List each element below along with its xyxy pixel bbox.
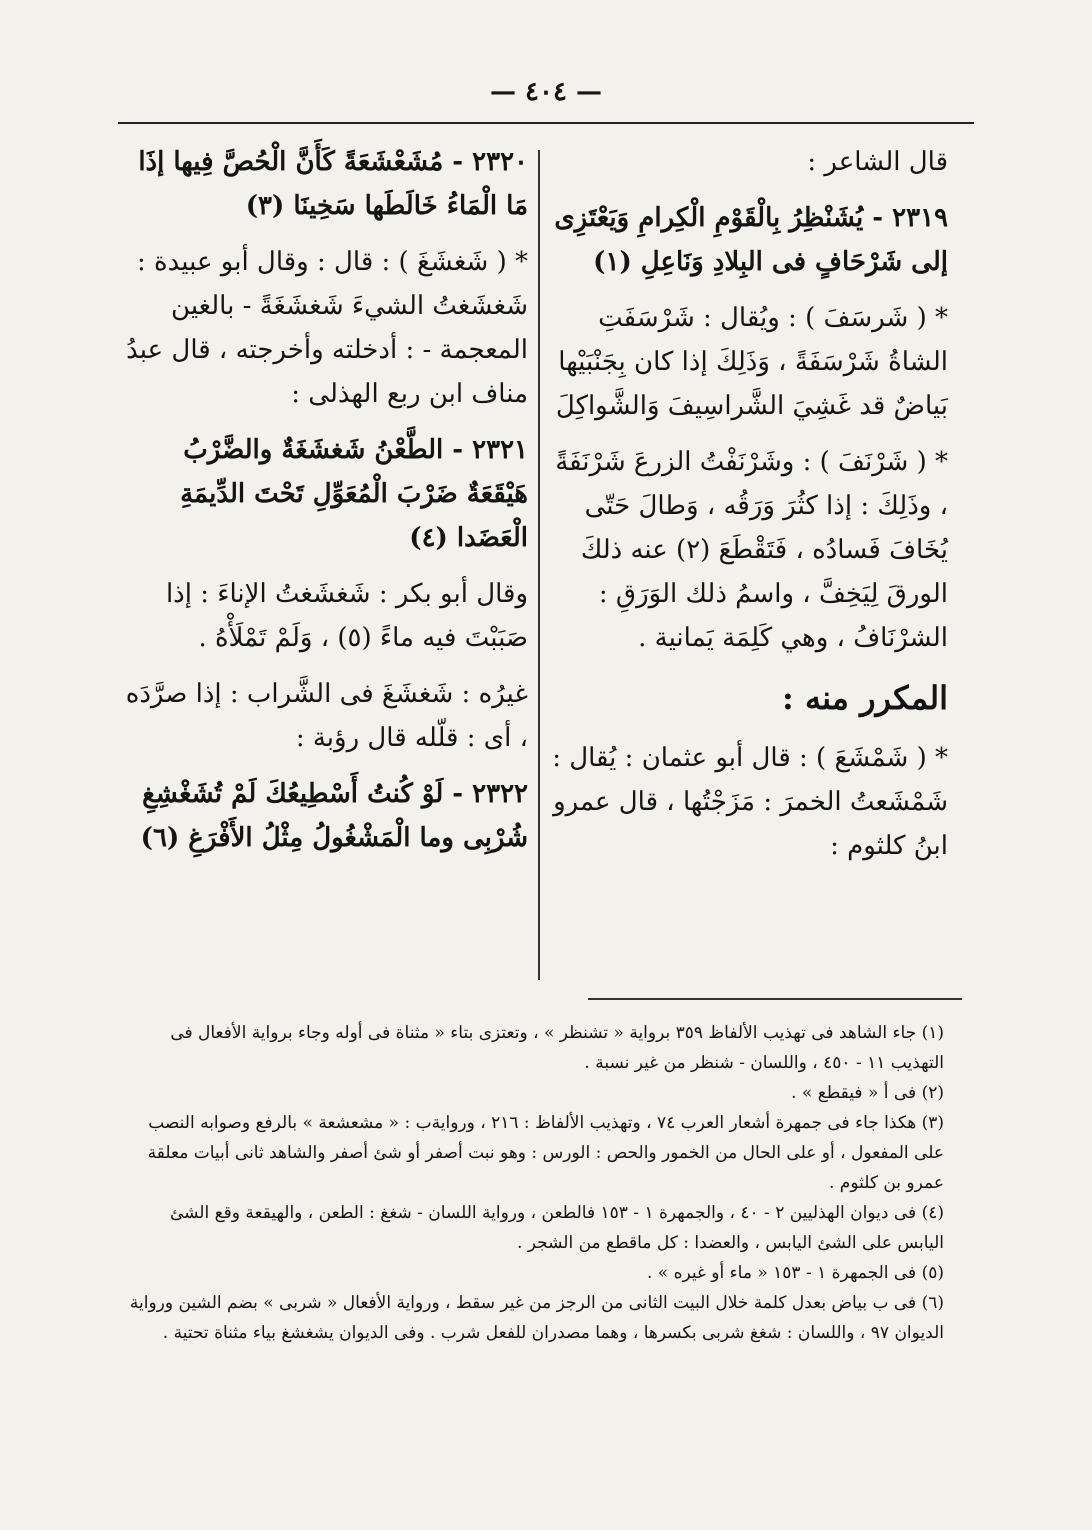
paragraph: * ( شَرْنَفَ ) : وشَرْنَفْتُ الزرعَ شَرْنَفَةً ، وذَلِكَ : إذا كثُرَ وَرَقُه ، وَطالَ حَتّى يُخَافَ فَسادُه ، فَتَقْطَعَ (٢) عنه ذلكَ الورقَ لِيَخِفَّ ، واسمُ ذلك الوَرَقِ : الشرْنَافُ ، وهي كَلِمَة يَمانية . <box>555 447 948 653</box>
page-number: — ٤٠٤ — <box>489 77 603 107</box>
paragraph: وقال أبو بكر : شَغشَغتُ الإناءَ : إذا صَبَبْتَ فيه ماءً (٥) ، وَلَمْ تَمْلَأْهُ . <box>165 579 528 653</box>
footnote: (٦) فى ب بياض بعدل كلمة خلال البيت الثانى من الرجز من غير سقط ، ورواية الأفعال « شربى » بضم الشين ورواية الديوان ٩٧ ، واللسان : شغغ شربى بكسرها ، وهما مصدران للفعل شرب . وفى الديوان يشغشغ بياء مثناة تحتية . <box>129 1293 944 1343</box>
paragraph: * ( شَرسَفَ ) : ويُقال : شَرْسَفَتِ الشاةُ شَرْسَفَةً ، وَذَلِكَ إذا كان بِجَنْبَيْها بَياضٌ قد غَشِيَ الشَّراسِيفَ وَالشَّواكِلَ <box>555 303 948 421</box>
right-column <box>548 140 948 880</box>
footnote: (٥) فى الجمهرة ١ - ١٥٣ « ماء أو غيره » . <box>646 1263 944 1283</box>
footnotes <box>118 1018 944 1348</box>
section-heading: المكرر منه : <box>782 679 948 717</box>
footnote: (٤) فى ديوان الهذليين ٢ - ٤٠ ، والجمهرة ١ - ١٥٣ فالطعن ، ورواية اللسان - شغغ : الطعن ، والهيقعة وقع الشئ اليابس على الشئ اليابس ، والعضدا : كل ماقطع من الشجر . <box>169 1203 944 1253</box>
footnote: (١) جاء الشاهد فى تهذيب الألفاظ ٣٥٩ برواية « تشنظر » ، وتعتزى بتاء « مثناة فى أوله وجاء برواية الأفعال فى التهذيب ١١ - ٤٥٠ ، واللسان - شنظر من غير نسبة . <box>170 1023 944 1073</box>
verse-line: ٢٣١٩ - يُشَنْظِرُ بِالْقَوْمِ الْكِرامِ وَيَعْتَزِى إلى شَرْحَافٍ فى البِلادِ وَنَاعِلِ (١) <box>554 203 948 277</box>
verse-line: ٢٣٢٢ - لَوْ كُنتُ أَسْطِيعُكَ لَمْ تُشَغْشِغِ شُرْبِى وما الْمَشْغُولُ مِثْلُ الأَفْرَغِ (٦) <box>140 779 528 853</box>
paragraph: قال الشاعر : <box>807 147 948 177</box>
verse-line: ٢٣٢١ - الطَّعْنُ شَغشَغَةٌ والضَّرْبُ هَيْقَعَةٌ ضَرْبَ الْمُعَوِّلِ تَحْتَ الدِّيمَةِ الْعَضَدا (٤) <box>180 435 528 553</box>
column-divider <box>538 150 540 980</box>
footnote-rule <box>588 998 962 1000</box>
paragraph: غيرُه : شَغشَغَ فى الشَّراب : إذا صرَّدَه ، أى : قلّله قال رؤبة : <box>125 679 528 753</box>
footnote: (٣) هكذا جاء فى جمهرة أشعار العرب ٧٤ ، وتهذيب الألفاظ : ٢١٦ ، وروايةب : « مشعشعة » بالرفع وصوابه النصب على المفعول ، أو على الحال من الخمور والحص : الورس : وهو نبت أصفر أو شئ أصفر والشاهد ثانى أبيات معلقة عمرو بن كلثوم . <box>147 1113 944 1193</box>
paragraph: * ( شَمْشَعَ ) : قال أبو عثمان : يُقال : شَمْشَعتُ الخمرَ : مَزَجْتُها ، قال عمرو ابنُ كلثوم : <box>552 743 948 861</box>
paragraph: * ( شَغشَغَ ) : قال : وقال أبو عبيدة : شَغشَغتُ الشيءَ شَغشَغَةً - بالغين المعجمة - : أدخلته وأخرجته ، قال عبدُ مناف ابن ربع الهذلى : <box>126 247 528 409</box>
verse-line: ٢٣٢٠ - مُشَعْشَعَةً كَأَنَّ الْحُصَّ فِيها إذَا مَا الْمَاءُ خَالَطَها سَخِينَا (٣) <box>138 147 528 221</box>
left-column <box>118 140 528 872</box>
footnote: (٢) فى أ « فيقطع » . <box>791 1083 944 1103</box>
header-rule <box>118 122 974 124</box>
